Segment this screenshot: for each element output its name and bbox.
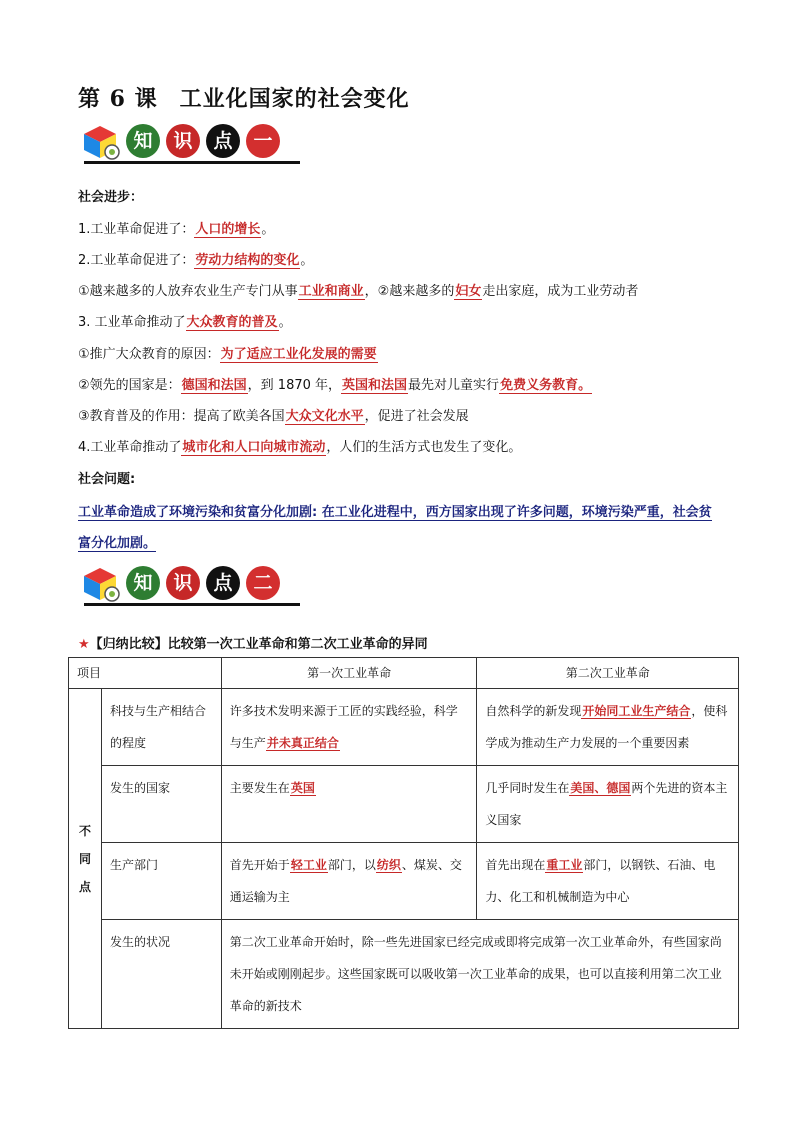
cell-answer: 美国、德国 — [570, 781, 631, 795]
cell-answer-2: 纺织 — [376, 858, 401, 872]
row-first-cell — [221, 766, 477, 843]
header-item: 项目 — [69, 658, 222, 689]
cell-answer: 开始同工业生产结合 — [582, 704, 691, 718]
item-3-leaders-answer-1: 德国和法国 — [181, 378, 247, 393]
cube-icon — [80, 122, 120, 162]
item-3-effect-end: ，促进了社会发展 — [364, 409, 469, 424]
differences-label: 不同点 — [69, 689, 102, 1029]
social-progress-heading: 社会进步： — [78, 190, 144, 205]
item-2-detail-answer-1: 工业和商业 — [298, 284, 364, 299]
item-1 — [78, 218, 274, 237]
cell-text: 几乎同时发生在 — [485, 781, 570, 795]
comparison-heading — [78, 633, 428, 652]
item-3-leaders — [78, 374, 592, 393]
cell-answer: 英国 — [290, 781, 315, 795]
social-problems-answer: 工业革命造成了环境污染和贫富分化加剧: 在工业化进程中，西方国家出现了许多问题，环境污染严重，社会贫富分化加剧。 — [78, 505, 712, 551]
table-row — [69, 843, 739, 920]
item-3-end: 。 — [278, 315, 292, 330]
row-merged-cell: 第二次工业革命开始时，除一些先进国家已经完成或即将完成第一次工业革命外，有些国家尚未开始或刚刚起步。这些国家既可以吸收第一次工业革命的成果，也可以直接利用第二次工业革命的新技术 — [221, 920, 738, 1029]
item-1-text: 1.工业革命促进了： — [78, 222, 195, 237]
item-3-reason — [78, 343, 378, 362]
cell-text-end: ，使科学成为推动生产力发展的一个重要因素 — [485, 704, 728, 750]
item-3-reason-text: ①推广大众教育的原因： — [78, 347, 220, 362]
comparison-table — [68, 657, 739, 1029]
cell-answer: 重工业 — [546, 858, 583, 872]
row-second-cell — [477, 766, 739, 843]
row-second-cell — [477, 843, 739, 920]
cell-text-end: 部门，以钢铁、石油、电力、化工和机械制造为中心 — [485, 858, 716, 904]
table-header-row — [69, 658, 739, 689]
social-problems-heading: 社会问题: — [78, 472, 136, 487]
item-2 — [78, 249, 313, 268]
table-row — [69, 689, 739, 766]
item-2-detail-text-3: 走出家庭，成为工业劳动者 — [482, 284, 639, 299]
item-4-answer: 城市化和人口向城市流动 — [182, 440, 326, 455]
header-first-revolution: 第一次工业革命 — [221, 658, 477, 689]
knowledge-point-1-banner — [80, 118, 300, 162]
cell-text-mid: 部门，以 — [327, 858, 376, 872]
cell-text: 主要发生在 — [229, 781, 290, 795]
row-second-cell — [477, 689, 739, 766]
comparison-label: 【归纳比较】比较第一次工业革命和第二次工业革命的异同 — [89, 637, 428, 652]
kp2-char-2: 识 — [166, 566, 200, 600]
banner-underline — [84, 161, 300, 164]
social-problems-paragraph — [78, 497, 718, 559]
item-2-detail-answer-2: 妇女 — [455, 284, 482, 299]
item-4-end: ，人们的生活方式也发生了变化。 — [326, 440, 522, 455]
kp1-char-3: 点 — [206, 124, 240, 158]
item-3-leaders-text-1: ②领先的国家是： — [78, 378, 181, 393]
kp1-char-1: 知 — [126, 124, 160, 158]
cell-text-end: 两个先进的资本主义国家 — [485, 781, 728, 827]
cell-text: 许多技术发明来源于工匠的实践经验，科学与生产 — [229, 704, 458, 750]
row-item: 生产部门 — [101, 843, 221, 920]
kp2-char-3: 点 — [206, 566, 240, 600]
item-1-answer: 人口的增长 — [195, 222, 261, 237]
item-2-detail-text-1: ①越来越多的人放弃农业生产专门从事 — [78, 284, 298, 299]
item-4 — [78, 436, 521, 455]
item-3-leaders-answer-3: 免费义务教育。 — [500, 378, 592, 393]
banner-underline — [84, 603, 300, 606]
item-3-effect — [78, 405, 469, 424]
item-3-leaders-text-3: 最先对儿童实行 — [408, 378, 500, 393]
cell-text: 首先开始于 — [229, 858, 290, 872]
row-first-cell — [221, 843, 477, 920]
row-first-cell — [221, 689, 477, 766]
table-row — [69, 920, 739, 1029]
item-3-leaders-text-2: ，到 1870 年， — [247, 378, 342, 393]
item-3-leaders-answer-2: 英国和法国 — [342, 378, 408, 393]
item-2-text: 2.工业革命促进了： — [78, 253, 195, 268]
item-1-end: 。 — [261, 222, 275, 237]
item-3-text: 3. 工业革命推动了 — [78, 315, 186, 330]
row-item: 发生的状况 — [101, 920, 221, 1029]
item-3-effect-text: ③教育普及的作用：提高了欧美各国 — [78, 409, 285, 424]
cell-text: 首先出现在 — [485, 858, 546, 872]
table-row — [69, 766, 739, 843]
lesson-title — [78, 82, 410, 113]
item-2-detail — [78, 280, 638, 299]
cell-text: 自然科学的新发现 — [485, 704, 582, 718]
header-second-revolution: 第二次工业革命 — [477, 658, 739, 689]
cube-icon — [80, 564, 120, 604]
item-2-end: 。 — [300, 253, 314, 268]
kp1-char-2: 识 — [166, 124, 200, 158]
item-4-text: 4.工业革命推动了 — [78, 440, 182, 455]
item-3-answer: 大众教育的普及 — [186, 315, 278, 330]
item-3 — [78, 311, 292, 330]
cell-answer: 轻工业 — [290, 858, 327, 872]
item-3-reason-answer: 为了适应工业化发展的需要 — [220, 347, 377, 362]
lesson-name: 工业化国家的社会变化 — [179, 86, 410, 112]
cell-text-end: 、煤炭、交通运输为主 — [229, 858, 462, 904]
knowledge-point-2-banner — [80, 560, 300, 604]
star-icon: ★ — [78, 637, 90, 652]
row-item: 发生的国家 — [101, 766, 221, 843]
item-3-effect-answer: 大众文化水平 — [285, 409, 364, 424]
kp2-char-4: 二 — [246, 566, 280, 600]
item-2-detail-text-2: ，②越来越多的 — [364, 284, 455, 299]
cell-answer: 并未真正结合 — [266, 736, 339, 750]
lesson-number: 第 6 课 — [78, 86, 158, 112]
row-item: 科技与生产相结合的程度 — [101, 689, 221, 766]
kp2-char-1: 知 — [126, 566, 160, 600]
kp1-char-4: 一 — [246, 124, 280, 158]
item-2-answer: 劳动力结构的变化 — [195, 253, 300, 268]
